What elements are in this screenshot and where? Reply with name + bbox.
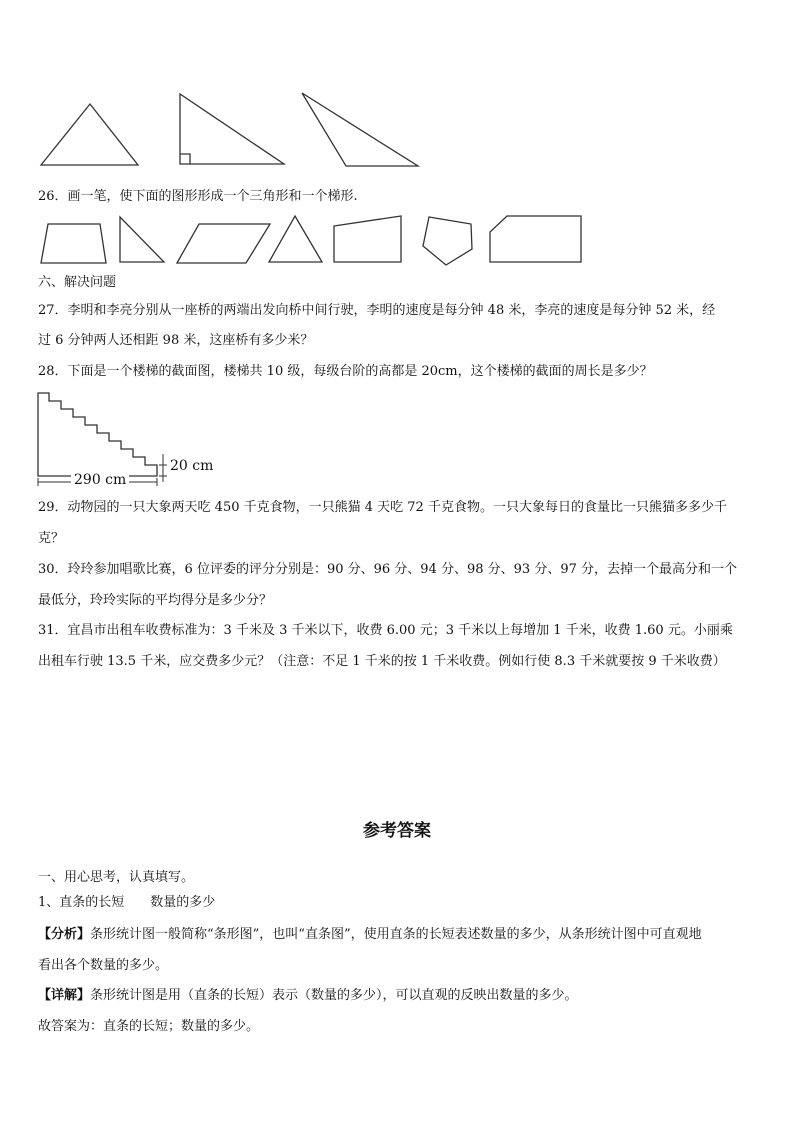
- q30-line1: 30．玲玲参加唱歌比赛，6 位评委的评分分别是：90 分、96 分、94 分、98 分、93 分、97 分，去掉一个最高分和一个: [38, 562, 737, 577]
- cut-rectangle-shape: [486, 212, 586, 266]
- analysis-tag: 【分析】: [38, 927, 91, 942]
- pentagon-shape: [418, 213, 480, 269]
- staircase-width-label: 290 cm: [71, 472, 129, 488]
- section-heading-6: 六、解决问题: [38, 275, 117, 290]
- q27-line2: 过 6 分钟两人还相距 98 米，这座桥有多少米？: [38, 333, 314, 348]
- q29-line2: 克？: [38, 531, 65, 546]
- detail-line: [38, 988, 758, 1004]
- triangle-shape: [266, 212, 326, 266]
- quadrilateral-shape: [330, 213, 406, 266]
- q26-text: 26．画一笔，使下面的图形形成一个三角形和一个梯形.: [38, 189, 358, 204]
- q31-line1: 31．宜昌市出租车收费标准为：3 千米及 3 千米以下，收费 6.00 元；3 千米以上每增加 1 千米，收费 1.60 元。小丽乘: [38, 623, 733, 638]
- staircase-height-label: 20 cm: [170, 458, 214, 474]
- trapezoid-shape: [38, 220, 110, 266]
- answers-title: 参考答案: [363, 821, 431, 841]
- right-triangle-shape: [116, 214, 168, 266]
- staircase-diagram: [30, 388, 230, 492]
- detail-text: 条形统计图是用（直条的长短）表示（数量的多少），可以直观的反映出数量的多少。: [90, 988, 578, 1003]
- triangle-right: [176, 90, 288, 168]
- q30-line2: 最低分，玲玲实际的平均得分是多少分？: [38, 593, 273, 608]
- q28-text: 28．下面是一个楼梯的截面图，楼梯共 10 级，每级台阶的高都是 20cm，这个楼梯的截面的周长是多少？: [38, 364, 653, 379]
- parallelogram-shape: [174, 220, 274, 266]
- analysis-line1: [38, 927, 758, 943]
- triangle-acute: [38, 100, 142, 170]
- detail-tag: 【详解】: [38, 988, 91, 1003]
- analysis-text: 条形统计图一般简称“条形图”，也叫“直条图”，使用直条的长短表述数量的多少，从条形统计图中可直观地: [90, 927, 702, 942]
- triangle-obtuse: [298, 89, 422, 169]
- q27-line1: 27．李明和李亮分别从一座桥的两端出发向桥中间行驶，李明的速度是每分钟 48 米，李亮的速度是每分钟 52 米，经: [38, 303, 716, 318]
- q29-line1: 29．动物园的一只大象两天吃 450 千克食物，一只熊猫 4 天吃 72 千克食物。一只大象每日的食量比一只熊猫多多少千: [38, 500, 727, 515]
- conclusion-line: 故答案为：直条的长短；数量的多少。: [38, 1019, 260, 1034]
- answer-1: 1、直条的长短 数量的多少: [38, 895, 216, 910]
- answers-section-1: 一、用心思考，认真填写。: [38, 870, 195, 885]
- q31-line2: 出租车行驶 13.5 千米，应交费多少元？（注意：不足 1 千米的按 1 千米收费。例如行使 8.3 千米就要按 9 千米收费）: [38, 654, 726, 669]
- analysis-line2: 看出各个数量的多少。: [38, 958, 169, 973]
